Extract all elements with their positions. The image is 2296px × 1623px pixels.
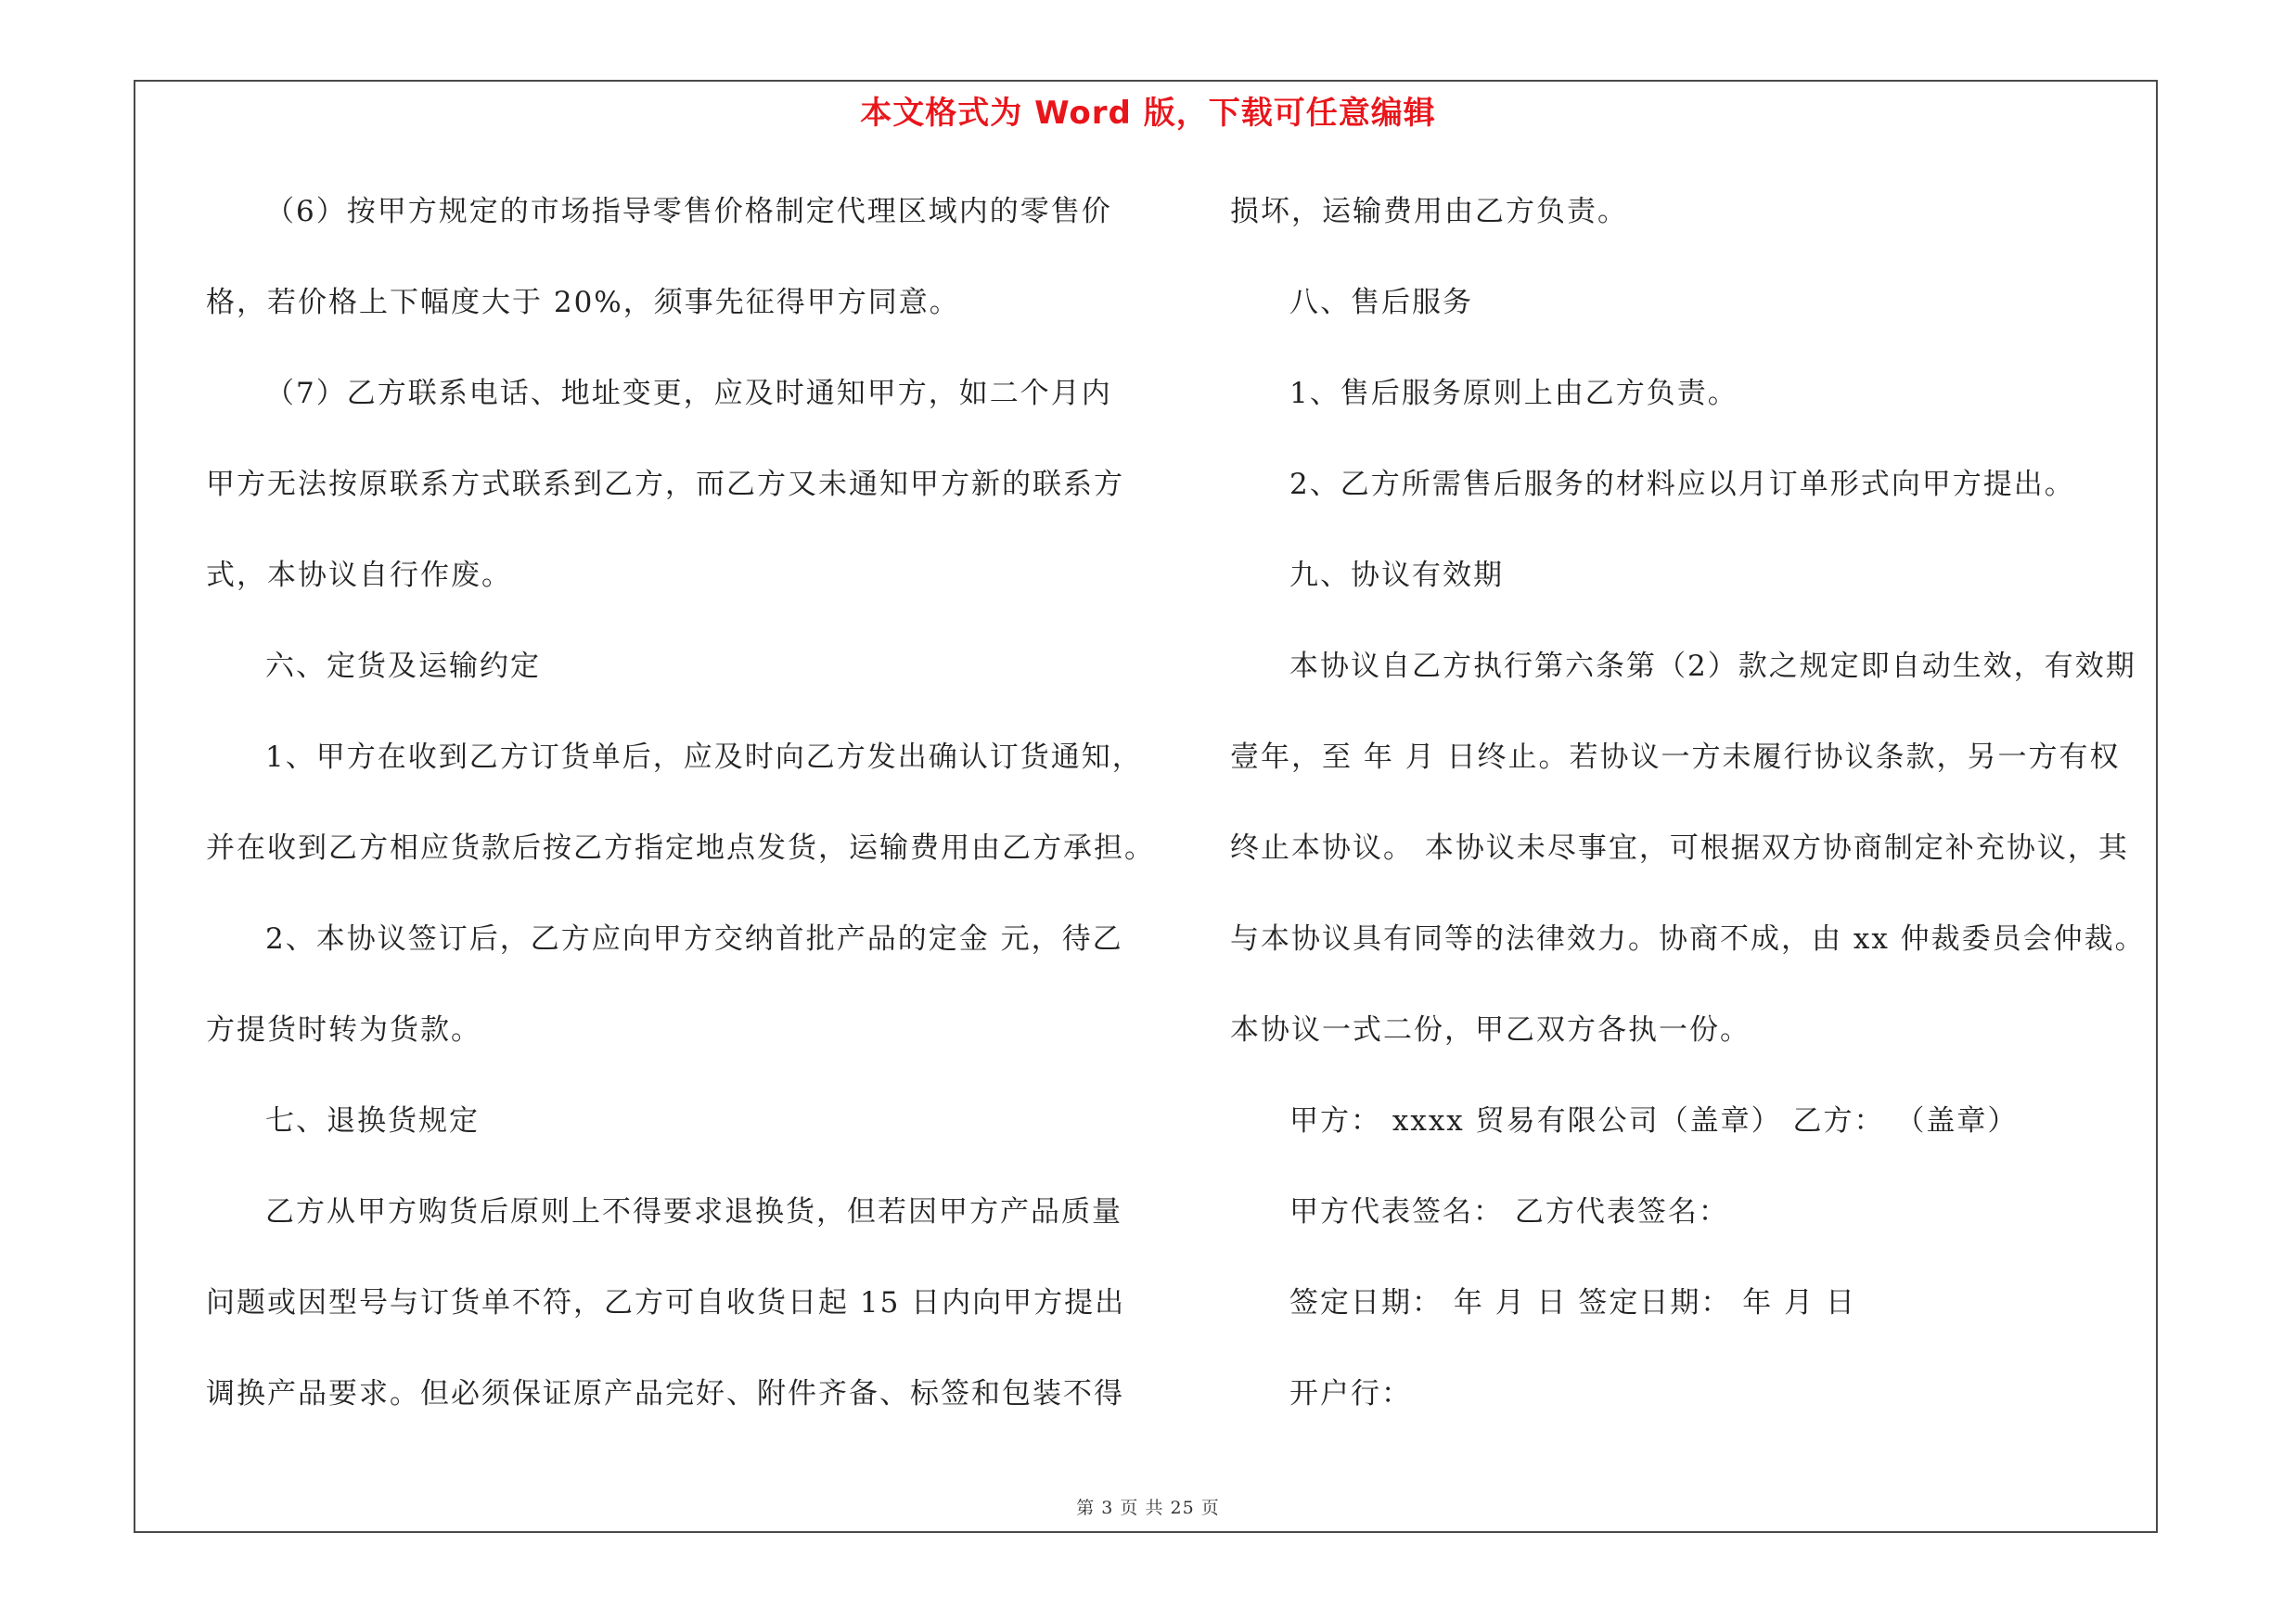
page-number: 第 3 页 共 25 页 — [1076, 1498, 1220, 1518]
section-heading: 八、售后服务 — [1289, 286, 1473, 319]
bank-line: 开户行： — [1289, 1377, 1412, 1410]
signature-representative-line: 甲方代表签名： 乙方代表签名： — [1289, 1195, 1729, 1229]
right-column — [1230, 183, 2158, 1456]
paragraph-line: 并在收到乙方相应货款后按乙方指定地点发货，运输费用由乙方承担。 — [206, 831, 1155, 865]
paragraph-line: 壹年，至 年 月 日终止。若协议一方未履行协议条款，另一方有权 — [1230, 741, 2121, 774]
paragraph-line: 甲方无法按原联系方式联系到乙方，而乙方又未通知甲方新的联系方 — [206, 468, 1124, 501]
section-heading: 九、协议有效期 — [1289, 559, 1504, 592]
paragraph-line: 式，本协议自行作废。 — [206, 559, 512, 592]
paragraph-line: （6）按甲方规定的市场指导零售价格制定代理区域内的零售价 — [265, 195, 1112, 228]
left-column — [206, 183, 1155, 1456]
paragraph-line: 1、售后服务原则上由乙方负责。 — [1289, 377, 1738, 410]
paragraph-line: 终止本协议。 本协议未尽事宜，可根据双方协商制定补充协议，其 — [1230, 831, 2129, 865]
paragraph-line: 本协议自乙方执行第六条第（2）款之规定即自动生效，有效期 — [1289, 650, 2136, 683]
paragraph-line: 本协议一式二份，甲乙双方各执一份。 — [1230, 1013, 1751, 1047]
signature-party-line: 甲方： xxxx 贸易有限公司（盖章） 乙方： （盖章） — [1289, 1104, 2019, 1138]
paragraph-line: 与本协议具有同等的法律效力。协商不成，由 xx 仲裁委员会仲裁。 — [1230, 922, 2146, 956]
signature-date-line: 签定日期： 年 月 日 签定日期： 年 月 日 — [1289, 1286, 1856, 1320]
paragraph-line: 2、乙方所需售后服务的材料应以月订单形式向甲方提出。 — [1289, 468, 2075, 501]
paragraph-line: 1、甲方在收到乙方订货单后，应及时向乙方发出确认订货通知， — [265, 741, 1143, 774]
paragraph-line: 问题或因型号与订货单不符，乙方可自收货日起 15 日内向甲方提出 — [206, 1286, 1126, 1320]
paragraph-line: 调换产品要求。但必须保证原产品完好、附件齐备、标签和包装不得 — [206, 1377, 1124, 1410]
paragraph-line: 乙方从甲方购货后原则上不得要求退换货，但若因甲方产品质量 — [265, 1195, 1122, 1229]
paragraph-line: （7）乙方联系电话、地址变更，应及时通知甲方，如二个月内 — [265, 377, 1112, 410]
paragraph-line: 格，若价格上下幅度大于 20%，须事先征得甲方同意。 — [206, 286, 960, 319]
paragraph-line: 2、本协议签订后，乙方应向甲方交纳首批产品的定金 元，待乙 — [265, 922, 1123, 956]
word-format-banner: 本文格式为 Word 版，下载可任意编辑 — [860, 95, 1436, 132]
paragraph-line: 方提货时转为货款。 — [206, 1013, 481, 1047]
section-heading: 七、退换货规定 — [265, 1104, 480, 1138]
paragraph-line: 损坏，运输费用由乙方负责。 — [1230, 195, 1628, 228]
section-heading: 六、定货及运输约定 — [265, 650, 541, 683]
